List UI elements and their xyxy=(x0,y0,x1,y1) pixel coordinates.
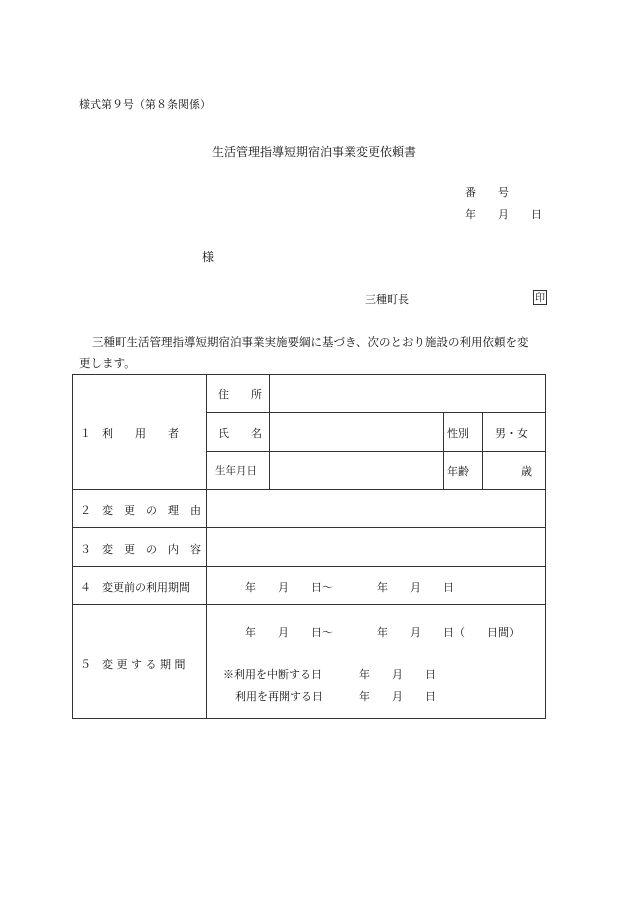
sex-label: 性別 xyxy=(447,427,469,440)
suspend-date: 年 月 日 xyxy=(359,668,436,681)
age-unit: 歳 xyxy=(521,465,532,478)
name-label: 氏 名 xyxy=(218,427,262,440)
row-divider xyxy=(72,604,545,605)
previous-period-heading: ４ 変更前の利用期間 xyxy=(80,581,190,594)
row-divider xyxy=(72,527,545,528)
issuer-name: 三種町長 xyxy=(365,293,409,306)
suspend-label: ※利用を中断する日 xyxy=(223,668,322,681)
change-reason-heading: ２ 変 更 の 理 由 xyxy=(80,504,201,517)
user-heading: １ 利 用 者 xyxy=(80,427,179,440)
column-divider xyxy=(482,412,483,489)
body-text-line-2: 更します。 xyxy=(79,356,136,370)
seal-mark: 印 xyxy=(533,290,547,305)
body-text-line-1: 三種町生活管理指導短期宿泊事業実施要綱に基づき、次のとおり施設の利用依頼を変 xyxy=(92,335,529,349)
row-divider xyxy=(72,489,545,490)
address-label: 住 所 xyxy=(218,388,262,401)
date-label: 年 月 日 xyxy=(465,208,542,221)
new-period-heading: ５ 変 更 す る 期 間 xyxy=(80,658,186,671)
document-title: 生活管理指導短期宿泊事業変更依頼書 xyxy=(212,145,417,159)
sex-options: 男・女 xyxy=(495,427,528,440)
row-divider xyxy=(207,451,545,452)
column-divider xyxy=(206,374,207,719)
age-label: 年齢 xyxy=(447,465,469,478)
column-divider xyxy=(269,374,270,489)
addressee-suffix: 様 xyxy=(202,250,215,264)
column-divider xyxy=(443,412,444,489)
resume-label: 利用を再開する日 xyxy=(235,690,323,703)
number-label: 番 号 xyxy=(465,186,509,199)
row-divider xyxy=(207,412,545,413)
resume-date: 年 月 日 xyxy=(359,690,436,703)
change-content-heading: ３ 変 更 の 内 容 xyxy=(80,543,201,556)
previous-period-value: 年 月 日〜 年 月 日 xyxy=(245,581,454,594)
birthdate-label: 生年月日 xyxy=(215,465,257,477)
row-divider xyxy=(72,566,545,567)
new-period-value: 年 月 日〜 年 月 日（ 日間） xyxy=(245,626,520,639)
form-number: 様式第９号（第８条関係） xyxy=(79,98,211,111)
